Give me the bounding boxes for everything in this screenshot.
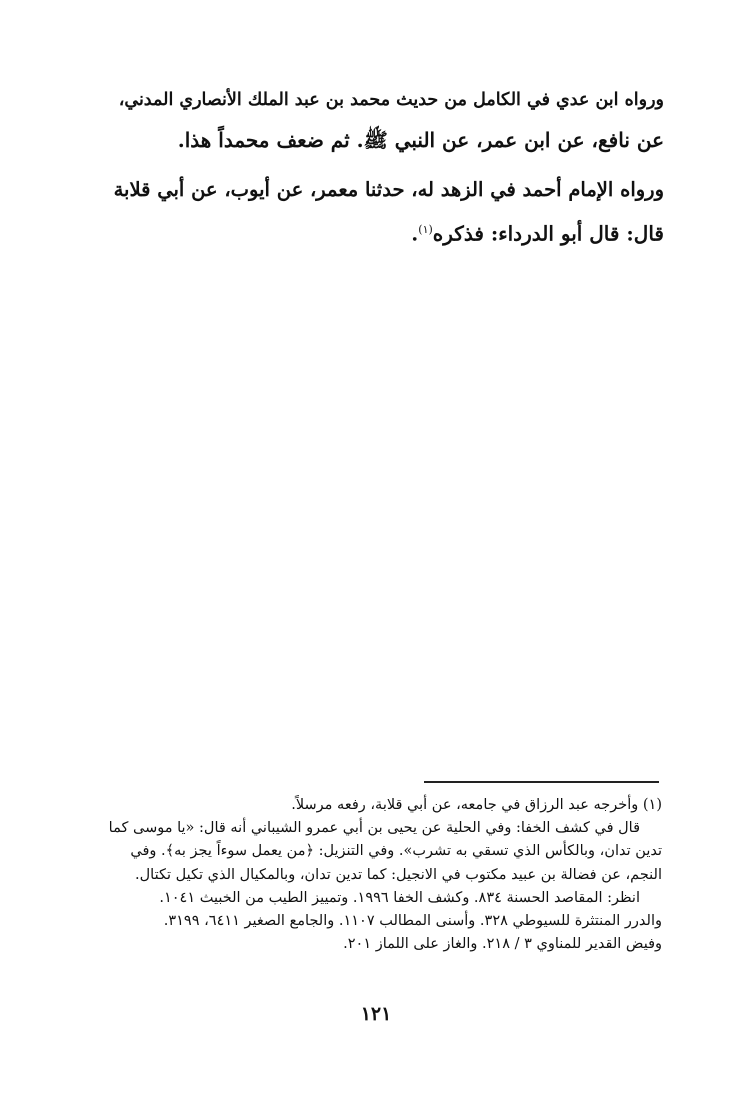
footnote-divider: [424, 781, 659, 783]
footnote-line: قال في كشف الخفا: وفي الحلية عن يحيى بن أبي عمرو الشيباني أنه قال: «يا موسى كما: [108, 820, 640, 837]
text-line: عن نافع، عن ابن عمر، عن النبي ﷺ. ثم ضعف محمداً هذا.: [177, 128, 664, 152]
footnotes: [100, 794, 662, 956]
text-line: ورواه الإمام أحمد في الزهد له، حدثنا معمر، عن أيوب، عن أبي قلابة: [113, 178, 664, 201]
text-line: [104, 210, 664, 254]
footnote-line: النجم، عن فضالة بن عبيد مكتوب في الانجيل: كما تدين تدان، وبالمكيال الذي تكيل تكتال.: [135, 866, 662, 883]
footnote-line: تدين تدان، وبالكأس الذي تسقي به تشرب». وفي التنزيل: ﴿من يعمل سوءاً يجز به﴾. وفي: [130, 843, 662, 860]
trailing-punctuation: .: [411, 221, 419, 246]
footnote-line: وفيض القدير للمناوي ٣ / ٢١٨. والغاز على اللماز ٢٠١.: [343, 936, 662, 953]
text-line: ورواه ابن عدي في الكامل من حديث محمد بن عبد الملك الأنصاري المدني،: [118, 90, 664, 110]
footnote-line: والدرر المنتثرة للسيوطي ٣٢٨. وأسنى المطالب ١١٠٧. والجامع الصغير ٦٤١١، ٣١٩٩.: [163, 913, 662, 930]
footnote-line: انظر: المقاصد الحسنة ٨٣٤. وكشف الخفا ١٩٩٦. وتمييز الطيب من الخبيث ١٠٤١.: [159, 889, 640, 906]
paragraph-1: [104, 80, 664, 160]
footnote-reference: (١): [418, 223, 433, 236]
main-text: [104, 80, 664, 264]
paragraph-2: [104, 170, 664, 254]
text-segment: قال: قال أبو الدرداء: فذكره: [432, 221, 664, 246]
page-number: ١٢١: [360, 1003, 392, 1025]
footnote-line: (١) وأخرجه عبد الرزاق في جامعه، عن أبي قلابة، رفعه مرسلاً.: [291, 797, 662, 813]
